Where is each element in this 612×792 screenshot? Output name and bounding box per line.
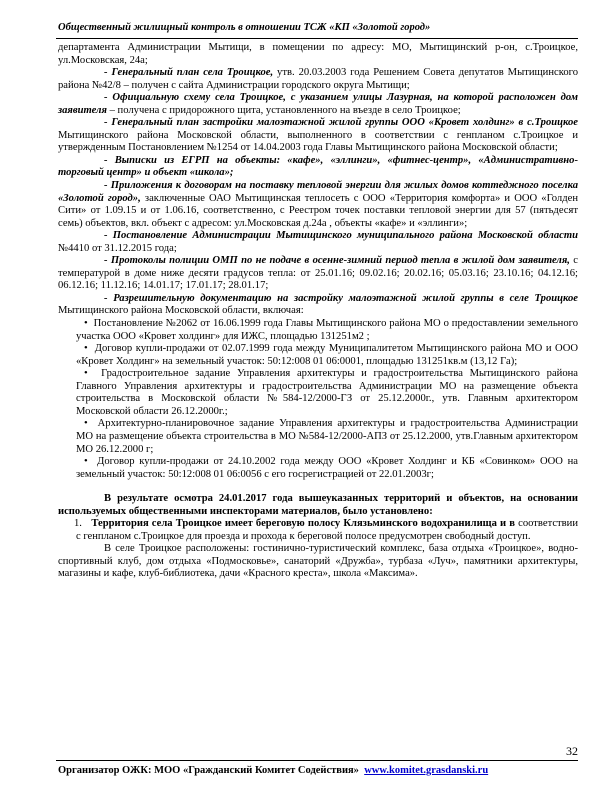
page-number: 32 — [566, 744, 578, 758]
list-item: - Приложения к договорам на поставку тепловой энергии для жилых домов коттеджного поселка «Золотой город», заключенные ОАО Мытищинская теплосеть с ООО «Территория комфорта» и ООО «Голден Сити» от 1.09.15 и от 1.06.16, соответственно, с Реестром точек поставки тепловой энергии для 57 (пятьдесят семь) объектов, вкл. объект с адресом: ул.Московская д.24а , объекты «кафе» и «эллинги»; — [58, 180, 578, 229]
list-item: - Официальную схему села Троицкое, с указанием улицы Лазурная, на которой расположен дом заявителя – получена с придорожного щита, установленного на въезде в село Троицкое; — [58, 92, 578, 116]
list-item: - Протоколы полиции ОМП по не подаче в осенне-зимний период тепла в жилой дом заявителя, с температурой в доме ниже десяти градусов тепла: от 25.01.16; 09.02.16; 20.02.16; 05.03.16; 23.10.16; 04.12.16; 06.12.16; 11.12.16; 14.01.17; 17.01.17; 28.01.17; — [58, 255, 578, 292]
bullet-icon: • — [84, 456, 98, 468]
bullet-item: • Договор купли-продажи от 24.10.2002 года между ООО «Кровет Холдинг и КБ «Совинком» ООО на земельный участок: 50:12:008 01 06:0056 с его госрегистрацией от 22.01.2003г; — [76, 456, 578, 480]
paragraph: В селе Троицкое расположены: гостинично-туристический комплекс, база отдыха «Троицкое», водно-спортивный клуб, дом отдыха «Подмосковье», санаторий «Дружба», турбаза «Луч», памятники архитектуры, магазины и кафе, клуб-библиотека, дачи «Красного креста», школа «Максима». — [58, 543, 578, 580]
bullet-icon: • — [84, 418, 98, 430]
list-item: - Генеральный план застройки малоэтажной жилой группы ООО «Кровет холдинг» в с.Троицкое Мытищинского района Московской области, выполненного в соответствии с генпланом с.Троицкое и утвержденным Постановлением №1254 от 14.04.2003 года Главы Мытищинского района Московской области; — [58, 117, 578, 154]
bullet-icon: • — [84, 343, 95, 355]
list-item: - Разрешительную документацию на застройку малоэтажной жилой группы в селе Троицкое Мытищинского района Московской области, включая: — [58, 292, 578, 317]
running-header: Общественный жилищный контроль в отношении ТСЖ «КП «Золотой город» — [58, 22, 431, 33]
bullet-item: • Градостроительное задание Управления архитектуры и градостроительства Мытищинского района Главного Управления архитектуры и градостроительства Администрации МО на размещение объекта строительства в Московской области №584-12/2000-ГЗ от 25.12.2000г., утв. Главным архитектором Московской области 26.12.2000г.; — [76, 368, 578, 417]
bullet-item: • Постановление №2062 от 16.06.1999 года Главы Мытищинского района МО о предоставлении земельного участка ООО «Кровет холдинг» для ИЖС, площадью 131251м2 ; — [76, 318, 578, 342]
bullet-item: • Архитектурно-планировочное задание Управления архитектуры и градостроительства Администрации МО на размещение объекта строительства в МО №584-12/2000-АПЗ от 25.12.2000, утв.Главным архитектором МО 26.12.2000 г; — [76, 418, 578, 455]
document-body — [58, 42, 578, 581]
bullet-icon: • — [84, 368, 102, 380]
footer — [58, 765, 578, 776]
list-item: - Постановление Администрации Мытищинского муниципального района Московской области №4410 от 31.12.2015 года; — [58, 230, 578, 254]
footer-divider — [56, 760, 578, 761]
bullet-item: • Договор купли-продажи от 02.07.1999 года между Муниципалитетом Мытищинского района МО и ООО «Кровет Холдинг» на земельный участок: 50:12:008 01 06:0001, площадью 131251кв.м (13,12 Га); — [76, 343, 578, 367]
findings-intro: В результате осмотра 24.01.2017 года вышеуказанных территорий и объектов, на основании используемых общественными инспекторами материалов, было установлено: — [58, 493, 578, 517]
list-item: - Выписки из ЕГРП на объекты: «кафе», «эллинги», «фитнес-центр», «Административно-торговый центр» и объект «школа»; — [58, 154, 578, 179]
footer-link[interactable]: www.komitet.grasdanski.ru — [364, 765, 489, 776]
paragraph: департамента Администрации Мытищи, в помещении по адресу: МО, Мытищинский р-он, с.Троицкое, ул.Московская, 24а; — [58, 42, 578, 66]
bullet-icon: • — [84, 318, 94, 330]
list-item: - Генеральный план села Троицкое, утв. 20.03.2003 года Решением Совета депутатов Мытищинского района №42/8 – получен с сайта Администрации городского округа Мытищи; — [58, 67, 578, 91]
numbered-item: 1. Территория села Троицкое имеет береговую полосу Клязьминского водохранилища и в соответствии с генпланом с.Троицкое для проезда и прохода к береговой полосе предусмотрен свободный доступ. — [74, 518, 578, 542]
footer-text: Организатор ОЖК: МОО «Гражданский Комитет Содействия» — [58, 765, 359, 776]
header-divider — [56, 38, 578, 39]
